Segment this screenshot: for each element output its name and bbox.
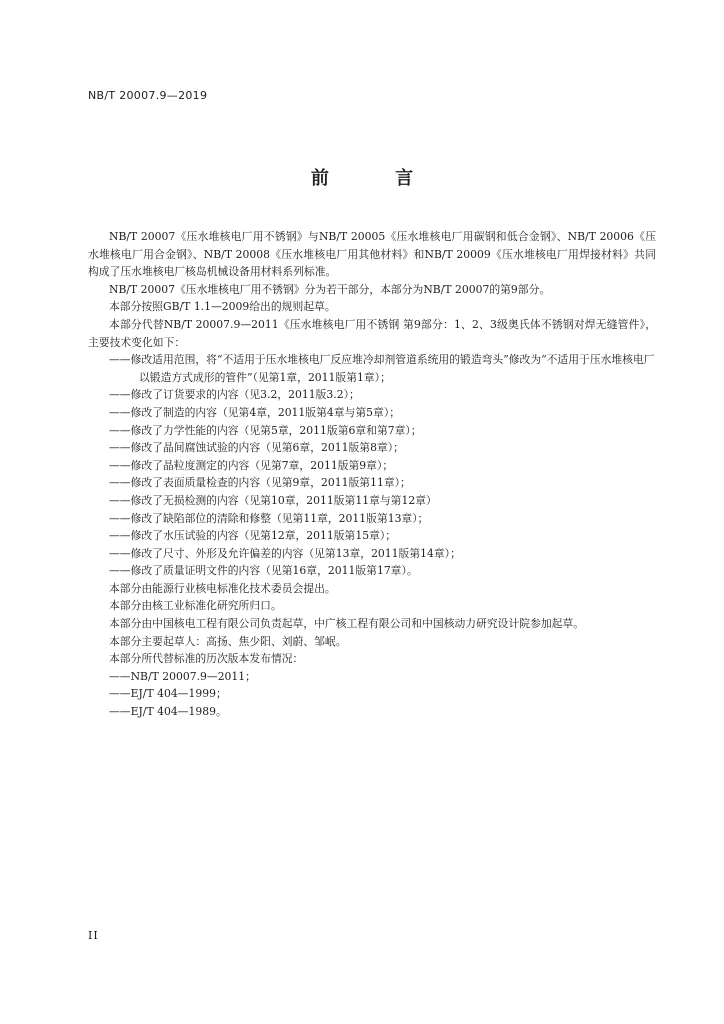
paragraph: 本部分由中国核电工程有限公司负责起草，中广核工程有限公司和中国核动力研究设计院参加起草。 — [109, 617, 585, 631]
change-item: ——修改适用范围，将“不适用于压水堆核电厂反应堆冷却剂管道系统用的锻造弯头”修改为“不适用于压水堆核电厂以锻造方式成形的管件”（见第1章，2011版第1章）； — [109, 353, 655, 384]
change-item: ——修改了订货要求的内容（见3.2，2011版3.2）； — [109, 388, 360, 402]
paragraph: 本部分代替NB/T 20007.9—2011《压水堆核电厂用不锈钢 第9部分：1、2、3级奥氏体不锈钢对焊无缝管件》，主要技术变化如下： — [88, 317, 656, 349]
change-item: ——修改了晶粒度测定的内容（见第7章，2011版第9章）； — [109, 458, 394, 472]
change-item: ——修改了水压试验的内容（见第12章，2011版第15章）； — [109, 529, 397, 543]
paragraph: NB/T 20007《压水堆核电厂用不锈钢》分为若干部分，本部分为NB/T 20007的第9部分。 — [109, 282, 551, 296]
standard-code: NB/T 20007.9—2019 — [88, 89, 208, 102]
change-item: ——修改了制造的内容（见第4章，2011版第4章与第5章）； — [109, 405, 401, 419]
change-item: ——修改了力学性能的内容（见第5章，2011版第6章和第7章）； — [109, 423, 422, 437]
paragraph: 本部分由能源行业核电标准化技术委员会提出。 — [109, 581, 336, 595]
change-item: ——修改了表面质量检查的内容（见第9章，2011版第11章）； — [109, 476, 411, 490]
page-title: 前 言 — [310, 168, 444, 189]
page-number: II — [88, 929, 99, 942]
change-item: ——修改了晶间腐蚀试验的内容（见第6章，2011版第8章）； — [109, 441, 404, 455]
change-item: ——修改了无损检测的内容（见第10章，2011版第11章与第12章） — [109, 493, 437, 507]
history-item: ——EJ/T 404—1999； — [109, 687, 227, 701]
change-item: ——修改了缺陷部位的清除和修整（见第11章，2011版第13章）； — [109, 511, 429, 525]
history-item: ——NB/T 20007.9—2011； — [109, 669, 256, 683]
paragraph: 本部分按照GB/T 1.1—2009给出的规则起草。 — [109, 300, 336, 314]
history-item: ——EJ/T 404—1989。 — [109, 705, 227, 719]
change-item: ——修改了尺寸、外形及允许偏差的内容（见第13章，2011版第14章）； — [109, 546, 461, 560]
foreword-body — [88, 228, 656, 721]
paragraph: 本部分由核工业标准化研究所归口。 — [109, 599, 282, 613]
paragraph: 本部分主要起草人：高扬、焦少阳、刘蔚、邹岷。 — [109, 634, 347, 648]
paragraph: NB/T 20007《压水堆核电厂用不锈钢》与NB/T 20005《压水堆核电厂用碳钢和低合金钢》、NB/T 20006《压水堆核电厂用合金钢》、NB/T 20008《压水堆核电厂用其他材料》和NB/T 20009《压水堆核电厂用焊接材料》共同构成了压水堆核电厂核岛机械设备用材料系列标准。 — [88, 230, 656, 279]
change-item: ——修改了质量证明文件的内容（见第16章，2011版第17章）。 — [109, 564, 418, 578]
paragraph: 本部分所代替标准的历次版本发布情况： — [109, 652, 304, 666]
